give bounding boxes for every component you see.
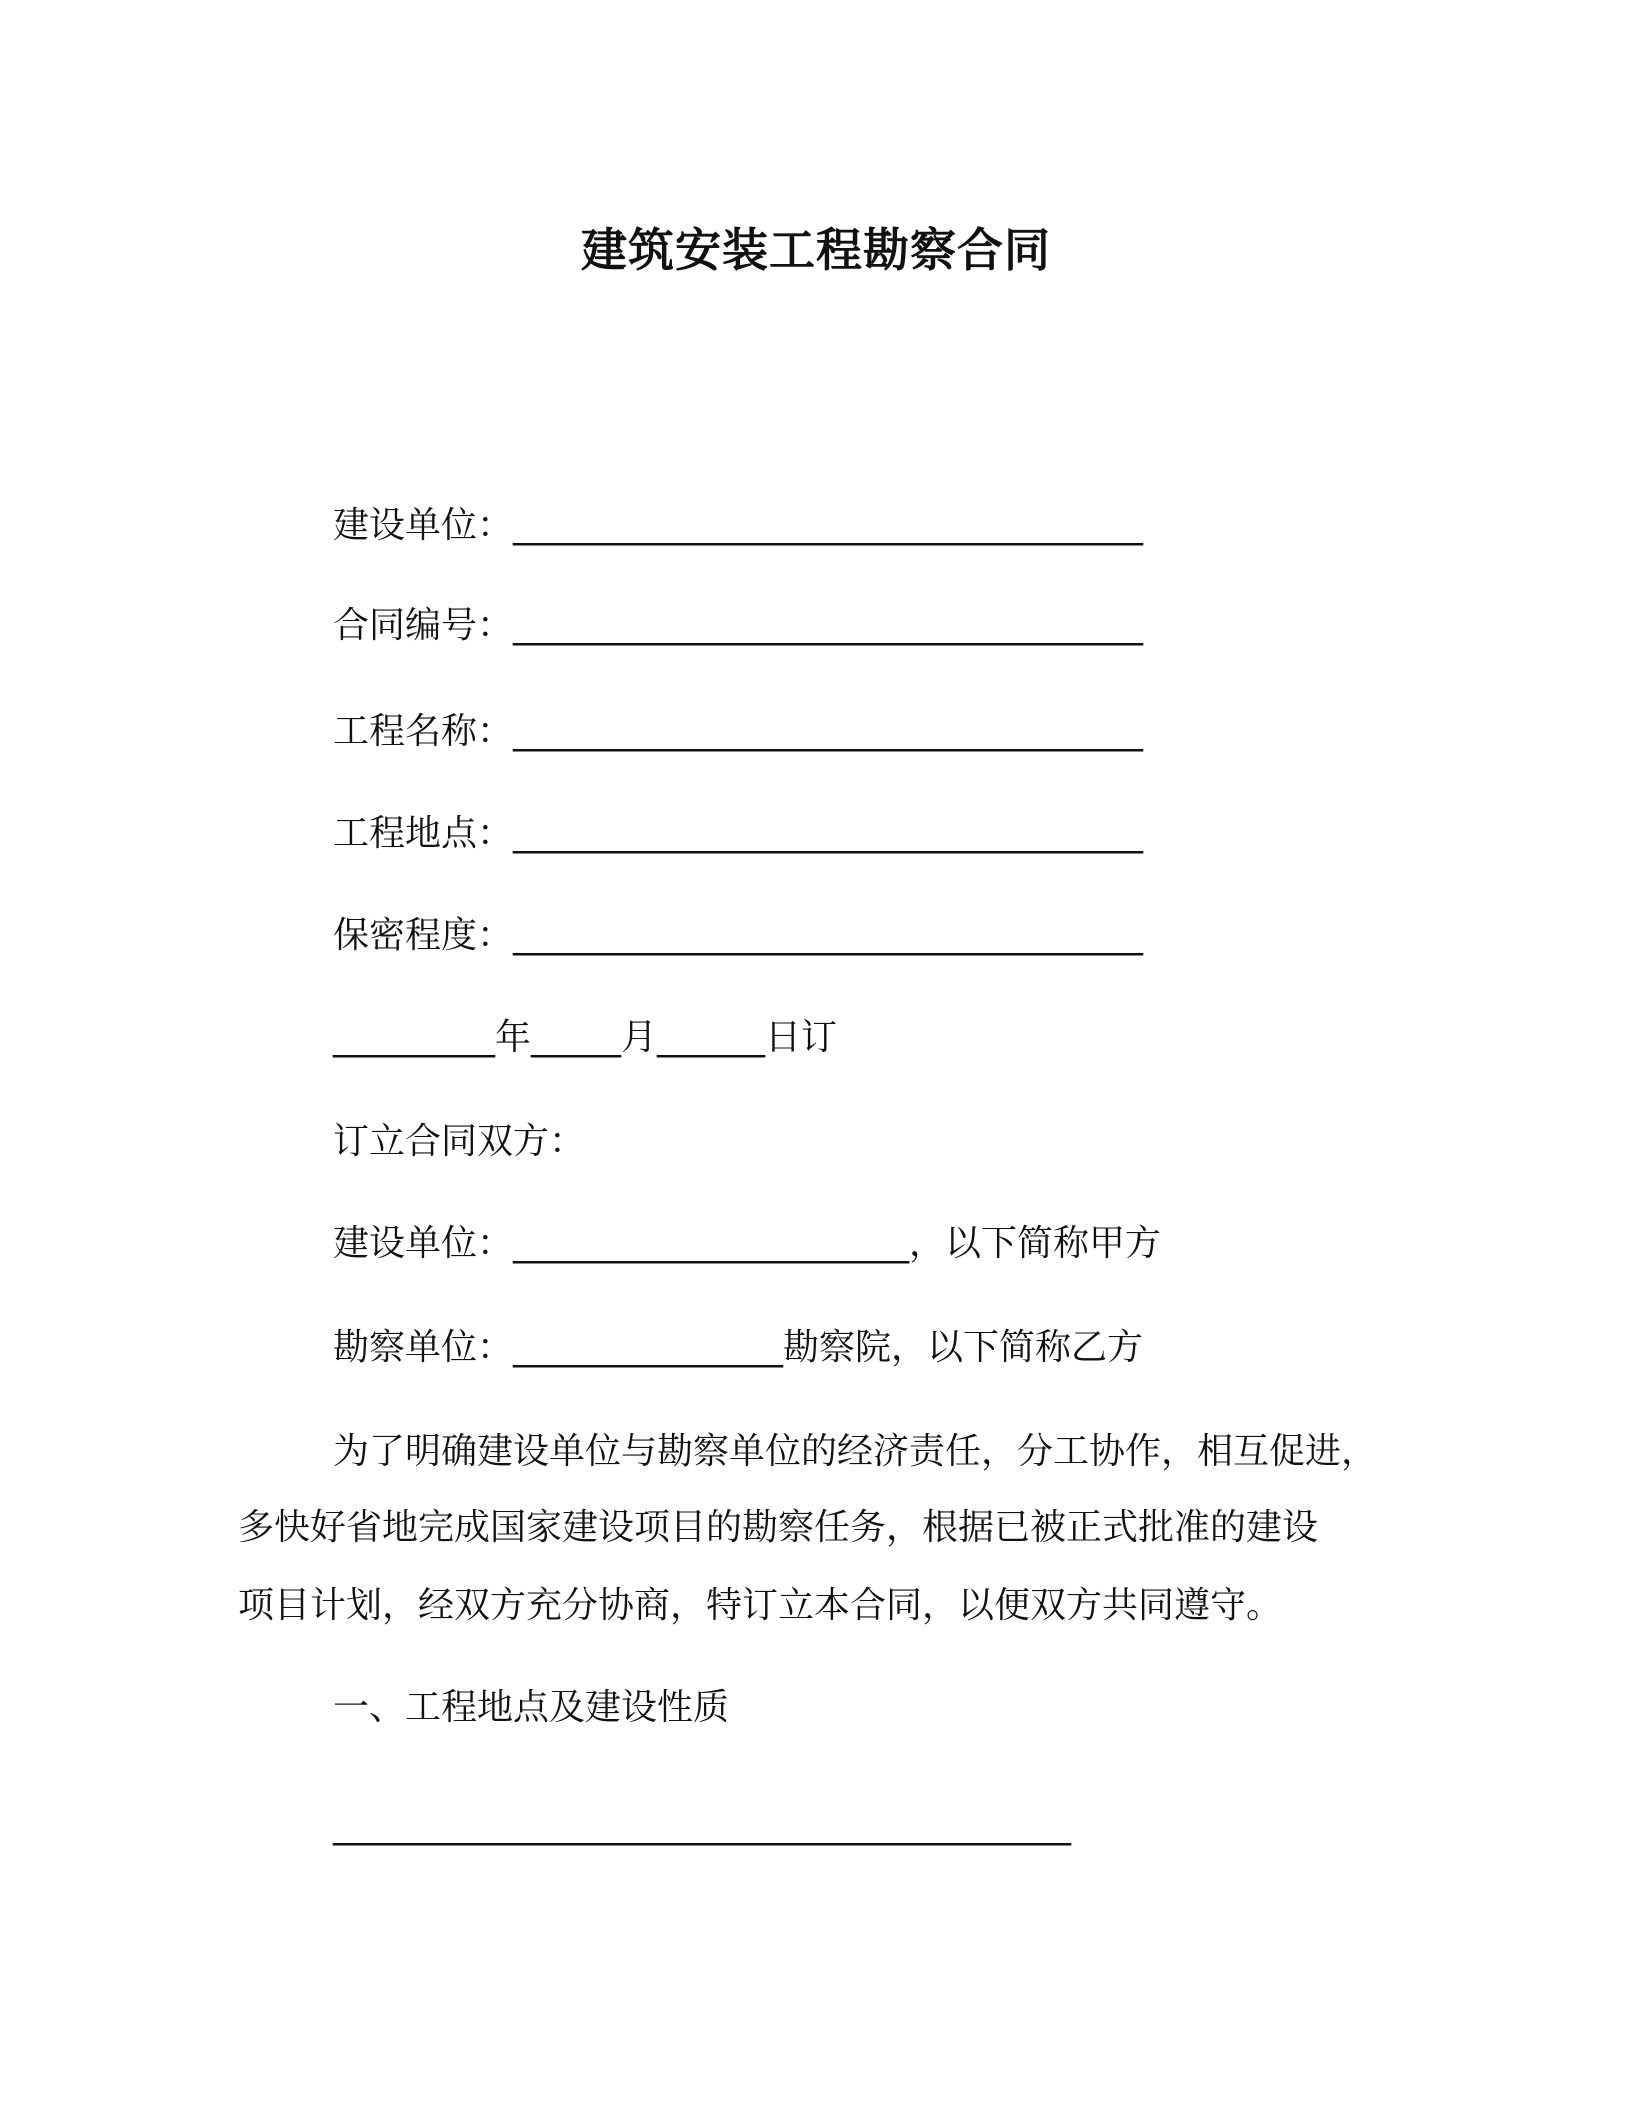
field-label: 保密程度： (333, 915, 514, 956)
intro-line-3: 项目计划，经双方充分协商，特订立本合同，以便双方共同遵守。 (238, 1585, 1283, 1626)
party-b-line: 勘察单位：_______________勘察院，以下简称乙方 (333, 1327, 1144, 1368)
field-label: 工程地点： (333, 813, 514, 854)
field-project-name (333, 708, 1143, 756)
field-project-location (333, 810, 1143, 858)
field-blank: ___________________________________ (513, 915, 1144, 956)
field-confidentiality (333, 912, 1143, 960)
document-title: 建筑安装工程勘察合同 (581, 223, 1051, 277)
field-label: 合同编号： (333, 605, 514, 646)
field-label: 建设单位： (333, 505, 514, 546)
intro-line-2: 多快好省地完成国家建设项目的勘察任务，根据已被正式批准的建设 (238, 1507, 1319, 1548)
field-contract-number (333, 602, 1143, 650)
field-blank: ___________________________________ (513, 711, 1144, 752)
intro-line-1: 为了明确建设单位与勘察单位的经济责任，分工协作，相互促进， (333, 1431, 1378, 1472)
parties-heading: 订立合同双方： (333, 1121, 586, 1162)
field-construction-unit (333, 502, 1143, 550)
party-a-line: 建设单位：______________________，以下简称甲方 (333, 1223, 1162, 1264)
field-blank: ___________________________________ (513, 605, 1144, 646)
field-label: 工程名称： (333, 711, 514, 752)
section-1-heading: 一、工程地点及建设性质 (333, 1687, 730, 1728)
field-blank: ___________________________________ (513, 813, 1144, 854)
section-1-blank: _________________________________________ (333, 1805, 1071, 1846)
field-blank: ___________________________________ (513, 505, 1144, 546)
date-line: _________年_____月______日订 (333, 1017, 838, 1058)
